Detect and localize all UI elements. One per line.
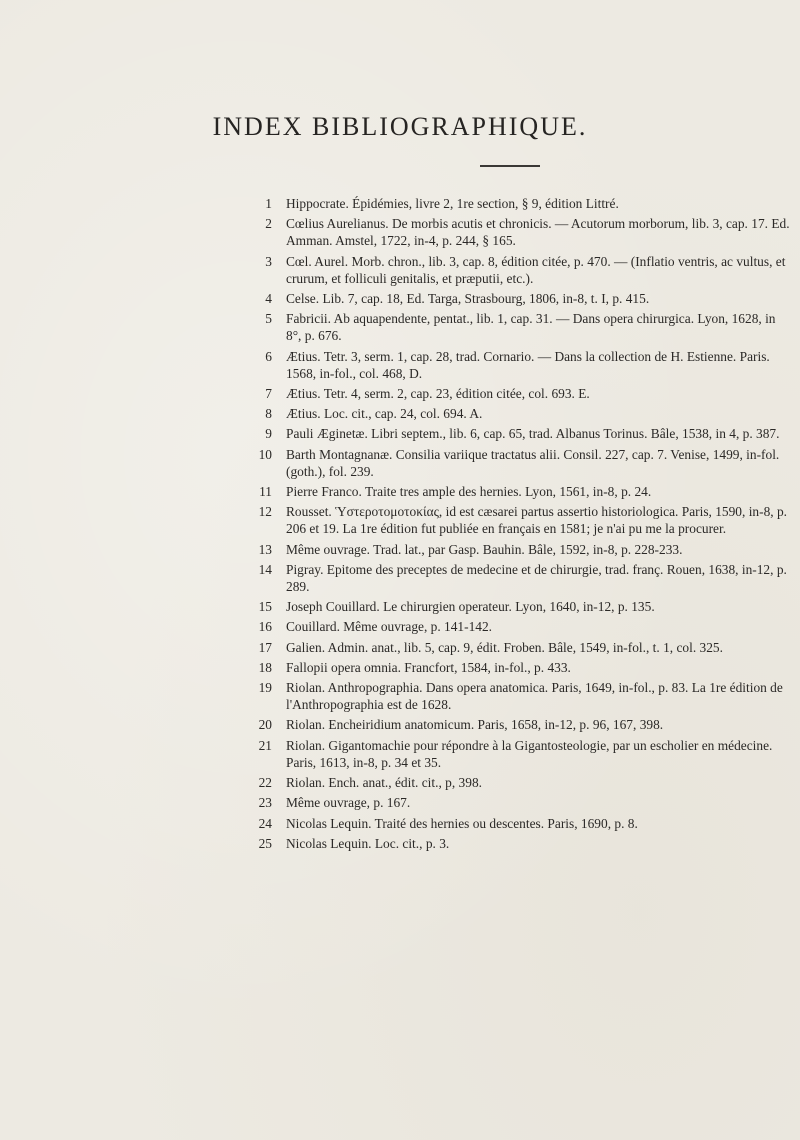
entry-text: Galien. Admin. anat., lib. 5, cap. 9, édit. Froben. Bâle, 1549, in-fol., t. 1, col. 325. <box>286 639 723 655</box>
entry-number: 14 <box>258 561 272 577</box>
bibliography-entry <box>250 561 790 595</box>
entry-text: Nicolas Lequin. Traité des hernies ou descentes. Paris, 1690, p. 8. <box>286 815 638 831</box>
entry-number: 2 <box>265 216 272 232</box>
bibliography-entry <box>250 794 790 811</box>
bibliography-entry <box>250 405 790 422</box>
entry-text: Pauli Æginetæ. Libri septem., lib. 6, cap. 65, trad. Albanus Torinus. Bâle, 1538, in 4, p. 387. <box>286 426 780 442</box>
bibliography-entry <box>250 348 790 382</box>
entry-text: Riolan. Encheiridium anatomicum. Paris, 1658, in-12, p. 96, 167, 398. <box>286 717 664 733</box>
bibliography-entry <box>250 385 790 402</box>
entry-text: Ætius. Loc. cit., cap. 24, col. 694. A. <box>286 406 483 422</box>
entry-number: 8 <box>265 406 272 422</box>
entry-number: 6 <box>265 348 272 364</box>
bibliography-entry <box>250 290 790 307</box>
entry-text: Rousset. Ὑστεροτομοτοκίας, id est cæsarei partus assertio historiologica. Paris, 1590, in-8, p. 206 et 19. La 1re édition fut publiée en français en 1581; je n'ai pu me la procurer. <box>286 504 788 537</box>
bibliography-entry <box>250 446 790 480</box>
entry-text: Pigray. Epitome des preceptes de medecine et de chirurgie, trad. franç. Rouen, 1638, in-12, p. 289. <box>286 561 787 595</box>
entry-text: Riolan. Gigantomachie pour répondre à la Gigantosteologie, par un escholier en médecine. Paris, 1613, in-8, p. 34 et 35. <box>286 737 773 770</box>
entry-number: 4 <box>265 291 272 307</box>
entry-text: Couillard. Même ouvrage, p. 141-142. <box>286 619 493 635</box>
bibliography-entry <box>250 679 790 713</box>
bibliography-entry <box>250 659 790 676</box>
entry-text: Joseph Couillard. Le chirurgien operateur. Lyon, 1640, in-12, p. 135. <box>286 599 655 615</box>
entry-text: Barth Montagnanæ. Consilia variique tractatus alii. Consil. 227, cap. 7. Venise, 1499, in-fol. (goth.), fol. 239. <box>286 446 780 479</box>
entry-number: 1 <box>265 196 272 211</box>
entry-text: Riolan. Ench. anat., édit. cit., p, 398. <box>286 775 482 791</box>
entry-number: 10 <box>258 446 272 462</box>
page-title: INDEX BIBLIOGRAPHIQUE. <box>212 112 588 141</box>
entry-text: Fabricii. Ab aquapendente, pentat., lib. 1, cap. 31. — Dans opera chirurgica. Lyon, 1628, in 8°, p. 676. <box>286 311 776 344</box>
entry-number: 5 <box>265 311 272 327</box>
entry-text: Même ouvrage. Trad. lat., par Gasp. Bauhin. Bâle, 1592, in-8, p. 228-233. <box>286 541 683 557</box>
bibliography-entry <box>250 541 790 558</box>
entry-text: Cœl. Aurel. Morb. chron., lib. 3, cap. 8, édition citée, p. 470. — (Inflatio ventris, ac vultus, et crurum, et folliculi genitalis, et præputii, etc.). <box>286 253 786 286</box>
entry-number: 16 <box>258 619 272 635</box>
bibliography-entry <box>250 503 790 537</box>
entry-text: Nicolas Lequin. Loc. cit., p. 3. <box>286 835 450 851</box>
bibliography-entry <box>250 835 790 852</box>
entry-number: 17 <box>258 639 272 655</box>
entry-number: 19 <box>258 680 272 696</box>
bibliography-entry <box>250 815 790 832</box>
bibliography-entry <box>250 618 790 635</box>
bibliography-entry <box>250 215 790 249</box>
entry-text: Cœlius Aurelianus. De morbis acutis et chronicis. — Acutorum morborum, lib. 3, cap. 17. Ed. Amman. Amstel, 1722, in-4, p. 244, § 165. <box>286 216 790 249</box>
bibliography-entry <box>250 639 790 656</box>
entry-text: Hippocrate. Épidémies, livre 2, 1re section, § 9, édition Littré. <box>286 196 619 211</box>
bibliography-entry <box>250 598 790 615</box>
entry-number: 22 <box>258 775 272 791</box>
entry-number: 24 <box>258 815 272 831</box>
entry-number: 13 <box>258 541 272 557</box>
bibliography-entry <box>250 483 790 500</box>
entry-number: 23 <box>258 795 272 811</box>
bibliography-entry <box>250 425 790 442</box>
bibliography-entry <box>250 195 790 212</box>
bibliography-entry <box>250 774 790 791</box>
entry-number: 11 <box>259 484 272 500</box>
bibliography-entry <box>250 310 790 344</box>
entry-number: 15 <box>258 599 272 615</box>
bibliography-entry <box>250 737 790 771</box>
entry-number: 25 <box>258 835 272 851</box>
entry-text: Pierre Franco. Traite tres ample des hernies. Lyon, 1561, in-8, p. 24. <box>286 484 652 500</box>
bibliography-entry <box>250 716 790 733</box>
entry-number: 12 <box>258 504 272 520</box>
entry-number: 3 <box>265 253 272 269</box>
entry-text: Celse. Lib. 7, cap. 18, Ed. Targa, Strasbourg, 1806, in-8, t. I, p. 415. <box>286 291 650 307</box>
bibliography-list <box>250 195 790 855</box>
entry-text: Ætius. Tetr. 3, serm. 1, cap. 28, trad. Cornario. — Dans la collection de H. Estienne. Paris. 1568, in-fol., col. 468, D. <box>286 348 770 381</box>
entry-number: 20 <box>258 717 272 733</box>
entry-number: 18 <box>258 659 272 675</box>
entry-text: Riolan. Anthropographia. Dans opera anatomica. Paris, 1649, in-fol., p. 83. La 1re édition de l'Anthropographia est de 1628. <box>286 680 783 713</box>
entry-text: Ætius. Tetr. 4, serm. 2, cap. 23, édition citée, col. 693. E. <box>286 386 590 402</box>
entry-text: Même ouvrage, p. 167. <box>286 795 411 811</box>
title-divider <box>480 165 540 167</box>
bibliography-entry <box>250 253 790 287</box>
entry-number: 7 <box>265 386 272 402</box>
entry-number: 21 <box>258 737 272 753</box>
entry-number: 9 <box>265 426 272 442</box>
entry-text: Fallopii opera omnia. Francfort, 1584, in-fol., p. 433. <box>286 659 571 675</box>
